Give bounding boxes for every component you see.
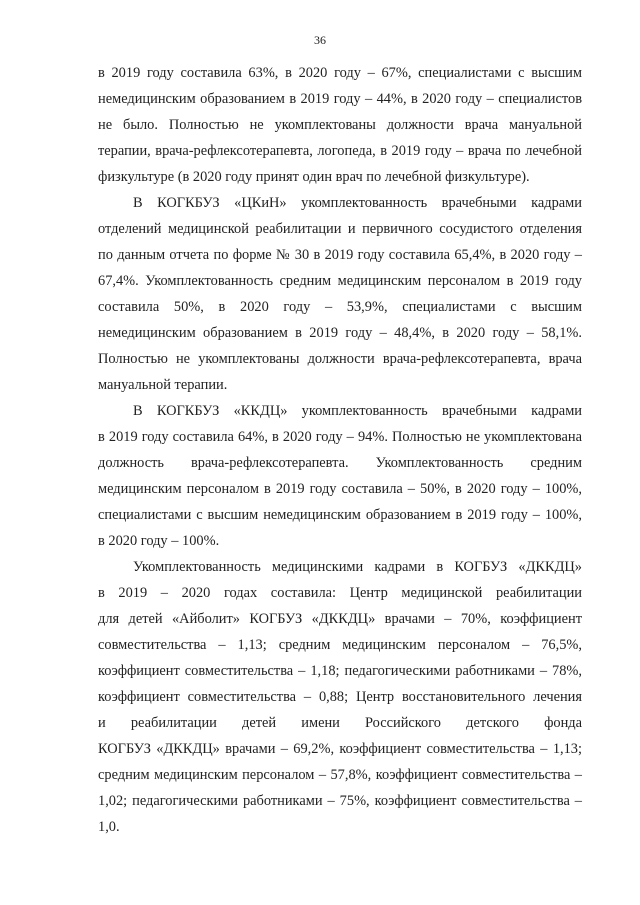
text-line: 1,0. (98, 819, 120, 835)
text-line: средним медицинским персоналом – 57,8%, коэффициент совместительства – (98, 767, 582, 783)
text-line: в 2019 – 2020 годах составила: Центр медицинской реабилитации (98, 585, 582, 601)
text-line: для детей «Айболит» КОГБУЗ «ДККДЦ» врачами – 70%, коэффициент (98, 611, 582, 627)
text-line: отделений медицинской реабилитации и первичного сосудистого отделения (98, 221, 582, 237)
text-line: КОГБУЗ «ДККДЦ» врачами – 69,2%, коэффициент совместительства – 1,13; (98, 741, 582, 757)
text-line: медицинским персоналом в 2019 году составила – 50%, в 2020 году – 100%, (98, 481, 582, 497)
text-line: Полностью не укомплектованы должности врача-рефлексотерапевта, врача (98, 351, 582, 367)
text-line: терапии, врача-рефлексотерапевта, логопеда, в 2019 году – врача по лечебной (98, 143, 582, 159)
text-line: составила 50%, в 2020 году – 53,9%, специалистами с высшим (98, 299, 582, 315)
text-line: мануальной терапии. (98, 377, 228, 393)
text-line: в 2019 году составила 64%, в 2020 году – 94%. Полностью не укомплектована (98, 429, 582, 445)
text-line: В КОГКБУЗ «ККДЦ» укомплектованность врачебными кадрами (133, 403, 582, 419)
text-line: не было. Полностью не укомплектованы должности врача мануальной (98, 117, 582, 133)
text-line: должность врача-рефлексотерапевта. Укомплектованность средним (98, 455, 582, 471)
text-line: совместительства – 1,13; средним медицинским персоналом – 76,5%, (98, 637, 582, 653)
text-line: немедицинским образованием в 2019 году – 48,4%, в 2020 году – 58,1%. (98, 325, 582, 341)
text-line: коэффициент совместительства – 0,88; Центр восстановительного лечения (98, 689, 582, 705)
text-line: по данным отчета по форме № 30 в 2019 году составила 65,4%, в 2020 году – (98, 247, 582, 263)
text-line: коэффициент совместительства – 1,18; педагогическими работниками – 78%, (98, 663, 582, 679)
text-line: специалистами с высшим немедицинским образованием в 2019 году – 100%, (98, 507, 582, 523)
page-number: 36 (314, 33, 326, 47)
text-line: В КОГКБУЗ «ЦКиН» укомплектованность врачебными кадрами (133, 195, 582, 211)
text-line: в 2019 году составила 63%, в 2020 году – 67%, специалистами с высшим (98, 65, 582, 81)
text-line: в 2020 году – 100%. (98, 533, 220, 549)
text-line: физкультуре (в 2020 году принят один врач по лечебной физкультуре). (98, 169, 530, 185)
text-line: Укомплектованность медицинскими кадрами в КОГБУЗ «ДККДЦ» (133, 559, 582, 575)
text-line: 67,4%. Укомплектованность средним медицинским персоналом в 2019 году (98, 273, 582, 289)
text-line: и реабилитации детей имени Российского детского фонда (98, 715, 582, 731)
text-line: 1,02; педагогическими работниками – 75%, коэффициент совместительства – (98, 793, 582, 809)
text-line: немедицинским образованием в 2019 году – 44%, в 2020 году – специалистов (98, 91, 582, 107)
